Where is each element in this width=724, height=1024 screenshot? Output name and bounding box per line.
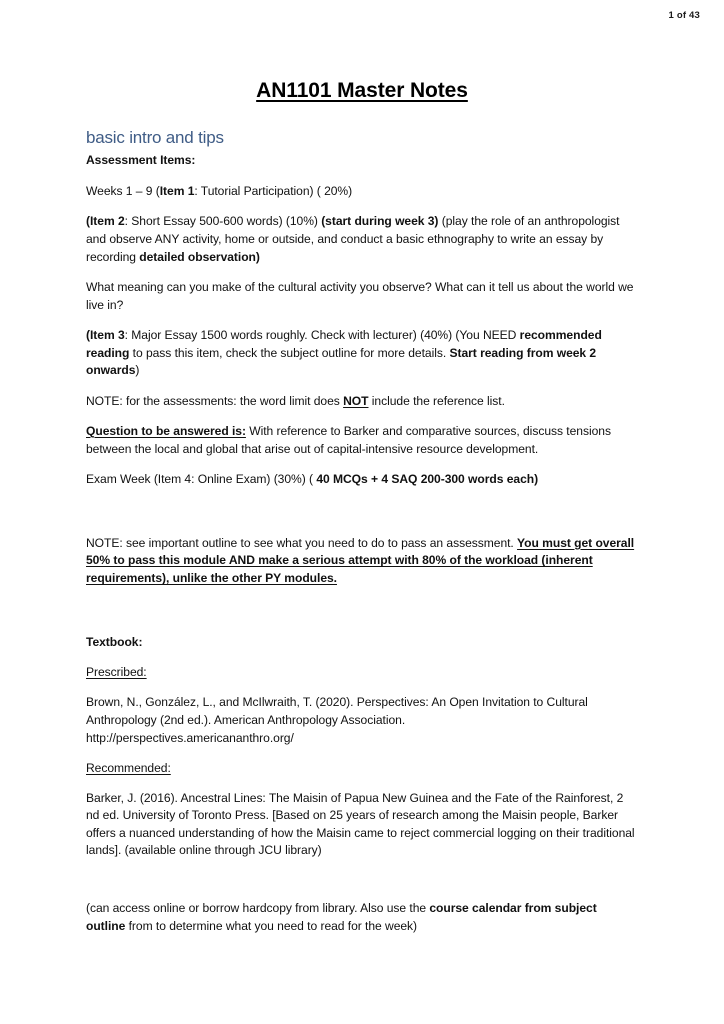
item3-mid: : Major Essay 1500 words roughly. Check with lecturer) (40%) (You NEED xyxy=(124,327,520,342)
item3-recommended-reading: recommended reading xyxy=(86,327,602,360)
textbook-heading-text: Textbook: xyxy=(86,634,143,649)
assessment-item-1 xyxy=(86,183,638,201)
recommended-label-text: Recommended: xyxy=(86,760,171,775)
note-word-limit-prefix: NOTE: for the assessments: the word limit does xyxy=(86,393,344,408)
item4-exam-format: 40 MCQs + 4 SAQ 200-300 words each) xyxy=(316,471,539,486)
library-access-suffix: from to determine what you need to read for the week) xyxy=(125,918,418,933)
library-access-note xyxy=(86,900,638,936)
prescribed-citation xyxy=(86,694,638,747)
item1-prefix: Weeks 1 – 9 ( xyxy=(86,183,160,198)
prescribed-url: http://perspectives.americananthro.org/ xyxy=(86,730,294,745)
assessment-items-heading xyxy=(86,152,638,170)
recommended-citation-line1: Barker, J. (2016). Ancestral Lines: The Maisin of Papua New Guinea and the Fate of the Rainforest, 2 xyxy=(86,790,624,805)
document-content xyxy=(86,78,638,948)
library-access-course-calendar: course calendar from subject outline xyxy=(86,900,597,933)
note-pass-prefix: NOTE: see important outline to see what you need to do to pass an assessment. xyxy=(86,535,518,550)
prescribed-citation-line1: Brown, N., González, L., and McIlwraith, T. (2020). Perspectives: An Open Invitation to Cultural xyxy=(86,695,588,710)
recommended-citation xyxy=(86,790,638,860)
item4-prefix: Exam Week (Item 4: Online Exam) (30%) ( xyxy=(86,471,317,486)
library-access-prefix: (can access online or borrow hardcopy from library. Also use the xyxy=(86,900,430,915)
essay-question xyxy=(86,423,638,459)
note-pass-requirements xyxy=(86,535,638,588)
essay-question-text: With reference to Barker and comparative sources, discuss tensions between the local and global that arise out of capital-intensive resource development. xyxy=(86,423,611,456)
textbook-heading xyxy=(86,634,638,652)
prescribed-label xyxy=(86,664,638,682)
item3-label: (Item 3 xyxy=(86,327,125,342)
recommended-label xyxy=(86,760,638,778)
item2-mid: : Short Essay 500-600 words) (10%) xyxy=(124,213,322,228)
item3-mid2: to pass this item, check the subject outline for more details. xyxy=(129,345,450,360)
item2-detailed-observation: detailed observation) xyxy=(139,249,260,264)
section-heading-intro: basic intro and tips xyxy=(86,128,224,148)
item3-start-reading: Start reading from week 2 onwards xyxy=(86,345,597,378)
note-word-limit xyxy=(86,393,638,411)
item1-label: Item 1 xyxy=(159,183,195,198)
item2-start-week: (start during week 3) xyxy=(321,213,439,228)
recommended-citation-rest: nd ed. University of Toronto Press. [Based on 25 years of research among the Maisin people, Barker offers a nuanced understanding of how the Maisin came to reject commercial logging on their traditional lands]. (available online through JCU library) xyxy=(86,808,635,858)
assessment-items-heading-text: Assessment Items: xyxy=(86,153,196,168)
page-title-text: AN1101 Master Notes xyxy=(256,79,468,102)
page-indicator: 1 of 43 xyxy=(668,10,700,21)
item2-label: (Item 2 xyxy=(86,213,125,228)
assessment-item-2 xyxy=(86,213,638,266)
note-word-limit-not: NOT xyxy=(343,393,369,408)
prescribed-citation-line2: Anthropology (2nd ed.). American Anthropology Association. xyxy=(86,713,406,728)
assessment-item-4 xyxy=(86,471,638,489)
assessment-reflection-question: What meaning can you make of the cultural activity you observe? What can it tell us about the world we live in? xyxy=(86,279,634,312)
note-word-limit-suffix: include the reference list. xyxy=(368,393,505,408)
item2-body: (play the role of an anthropologist and observe ANY activity, home or outside, and conduct a basic ethnography to write an essay by recording xyxy=(86,213,620,264)
page-title xyxy=(86,78,638,103)
prescribed-label-text: Prescribed: xyxy=(86,665,147,680)
item1-suffix: : Tutorial Participation) ( 20%) xyxy=(194,183,353,198)
assessment-item-3 xyxy=(86,327,638,380)
note-pass-emphasis: You must get overall 50% to pass this module AND make a serious attempt with 80% of the workload (inherent requirements), unlike the other PY modules. xyxy=(86,535,635,586)
essay-question-label: Question to be answered is: xyxy=(86,423,246,438)
item3-close: ) xyxy=(135,363,140,378)
